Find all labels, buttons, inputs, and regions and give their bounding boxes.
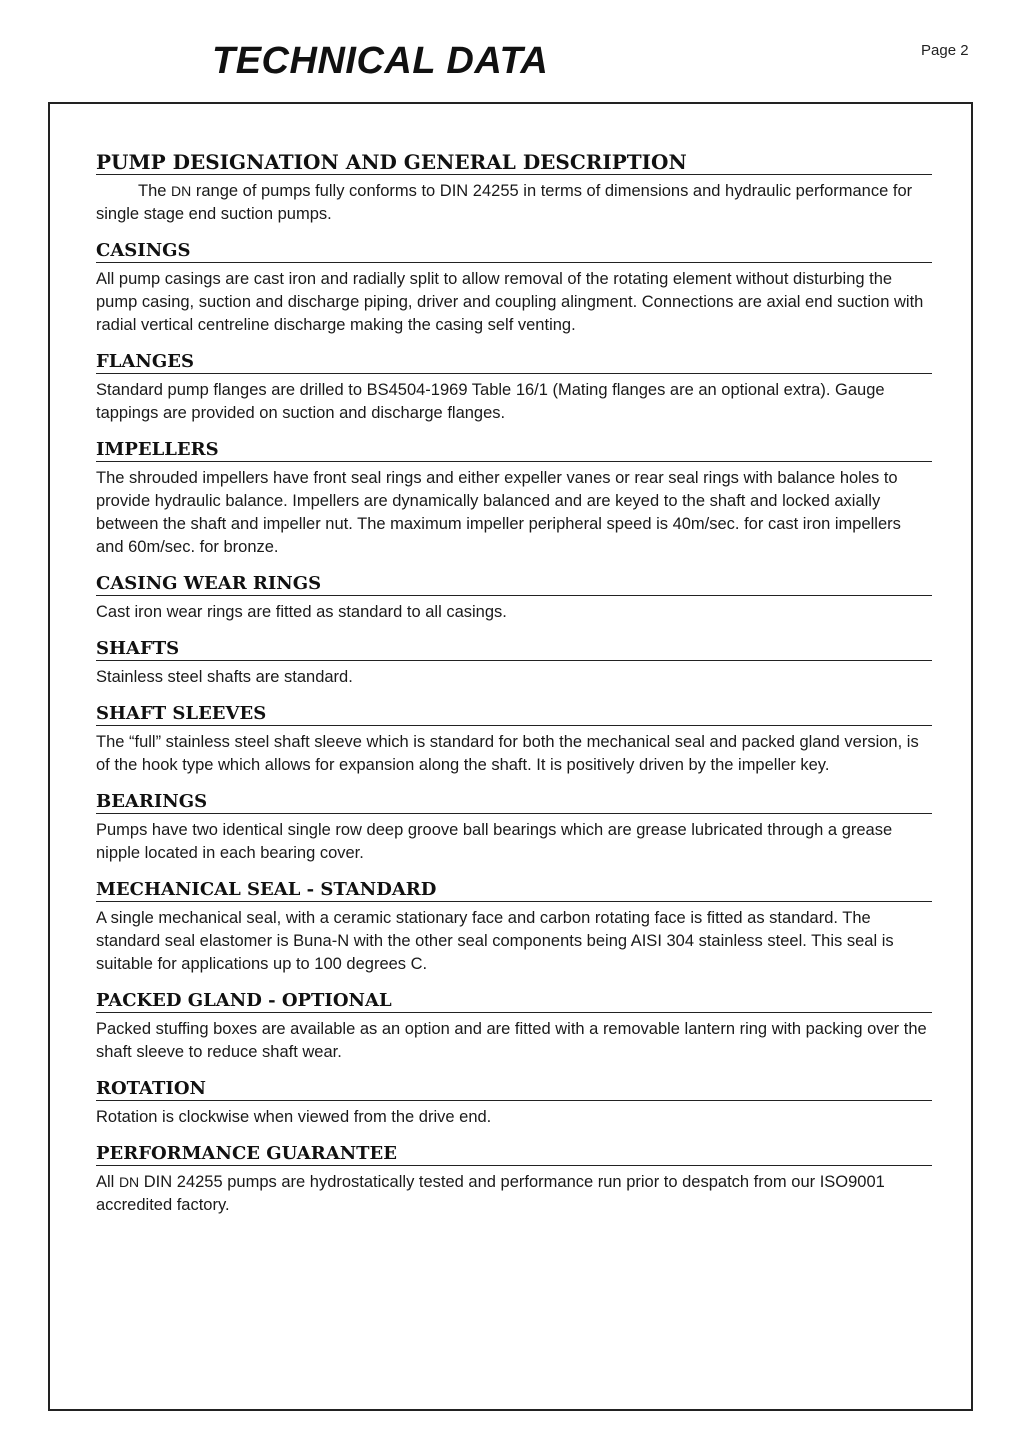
page-title: TECHNICAL DATA: [212, 40, 549, 82]
section-heading: ROTATION: [96, 1078, 932, 1101]
body-text: range of pumps fully conforms to DIN 24255 in terms of dimensions and hydraulic performance for single stage end suction pumps.: [96, 182, 913, 223]
section-heading: CASING WEAR RINGS: [96, 573, 932, 596]
section-shaft-sleeves: [96, 703, 932, 777]
section-pump-designation: [96, 150, 932, 226]
section-impellers: [96, 439, 932, 559]
section-body: Packed stuffing boxes are available as an option and are fitted with a removable lantern ring with packing over the shaft sleeve to reduce shaft wear.: [96, 1020, 927, 1061]
section-heading: BEARINGS: [96, 791, 932, 814]
section-body: Pumps have two identical single row deep groove ball bearings which are grease lubricated through a grease nipple located in each bearing cover.: [96, 821, 893, 862]
section-performance-guarantee: [96, 1143, 932, 1217]
section-shafts: [96, 638, 932, 689]
section-heading: IMPELLERS: [96, 439, 932, 462]
body-prefix: All: [96, 1173, 115, 1191]
page-number: Page 2: [921, 42, 969, 59]
section-heading: PUMP DESIGNATION AND GENERAL DESCRIPTION: [96, 150, 932, 175]
section-heading: MECHANICAL SEAL - STANDARD: [96, 879, 932, 902]
section-heading: PERFORMANCE GUARANTEE: [96, 1143, 932, 1166]
section-mechanical-seal: [96, 879, 932, 976]
section-body: The “full” stainless steel shaft sleeve which is standard for both the mechanical seal and packed gland version, is of the hook type which allows for expansion along the shaft. It is positively driven by the impeller key.: [96, 733, 919, 774]
body-text: DIN 24255 pumps are hydrostatically tested and performance run prior to despatch from our ISO9001 accredited factory.: [96, 1173, 885, 1214]
section-body: Standard pump flanges are drilled to BS4504-1969 Table 16/1 (Mating flanges are an optional extra). Gauge tappings are provided on suction and discharge flanges.: [96, 381, 885, 422]
section-body: Cast iron wear rings are fitted as standard to all casings.: [96, 603, 507, 621]
section-body: Stainless steel shafts are standard.: [96, 668, 353, 686]
dn-label: DN: [118, 1174, 140, 1190]
body-prefix: The: [138, 182, 167, 200]
section-packed-gland: [96, 990, 932, 1064]
section-heading: PACKED GLAND - OPTIONAL: [96, 990, 932, 1013]
section-heading: CASINGS: [96, 240, 932, 263]
section-body: The shrouded impellers have front seal rings and either expeller vanes or rear seal rings with balance holes to provide hydraulic balance. Impellers are dynamically balanced and are keyed to the shaft and locked axially between the shaft and impeller nut. The maximum impeller peripheral speed is 40m/sec. for cast iron impellers and 60m/sec. for bronze.: [96, 469, 901, 556]
section-casings: [96, 240, 932, 337]
section-flanges: [96, 351, 932, 425]
section-bearings: [96, 791, 932, 865]
section-body: Rotation is clockwise when viewed from the drive end.: [96, 1108, 492, 1126]
section-heading: SHAFT SLEEVES: [96, 703, 932, 726]
section-rotation: [96, 1078, 932, 1129]
section-heading: FLANGES: [96, 351, 932, 374]
technical-data-content: [96, 150, 932, 1231]
section-heading: SHAFTS: [96, 638, 932, 661]
section-body: All pump casings are cast iron and radially split to allow removal of the rotating element without disturbing the pump casing, suction and discharge piping, driver and coupling alingment. Connections are axial end suction with radial vertical centreline discharge making the casing self venting.: [96, 270, 924, 334]
section-body: [96, 180, 932, 226]
section-body: [96, 1171, 932, 1217]
section-body: A single mechanical seal, with a ceramic stationary face and carbon rotating face is fitted as standard. The standard seal elastomer is Buna-N with the other seal components being AISI 304 stainless steel. This seal is suitable for applications up to 100 degrees C.: [96, 909, 894, 973]
dn-label: DN: [171, 183, 192, 199]
section-casing-wear-rings: [96, 573, 932, 624]
